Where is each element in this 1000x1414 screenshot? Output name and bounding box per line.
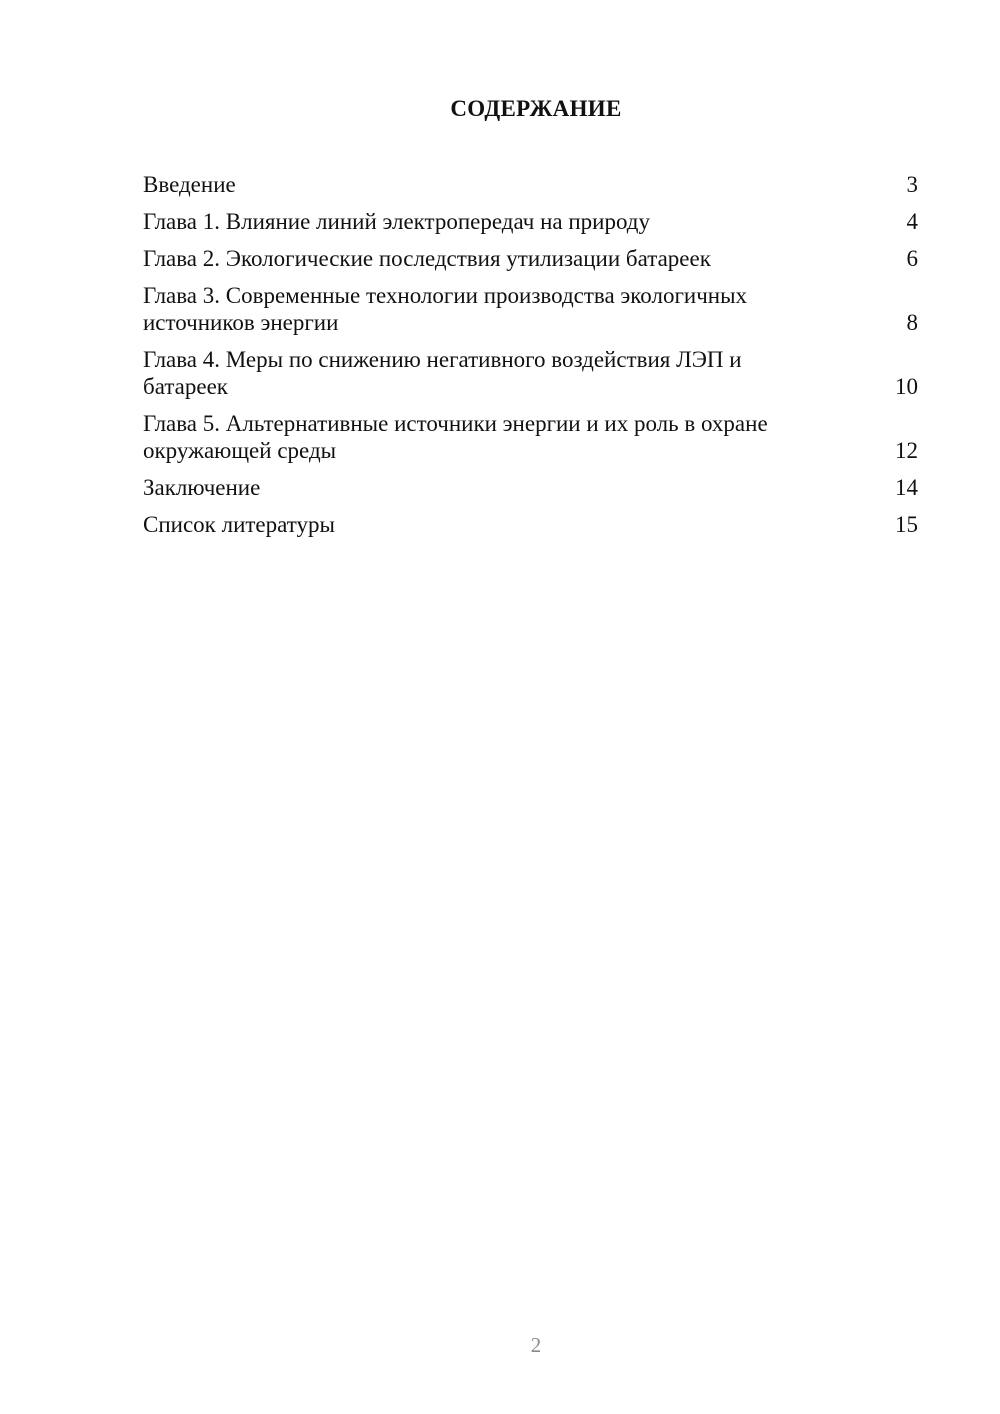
toc-entry <box>143 410 918 464</box>
table-of-contents <box>143 171 918 548</box>
toc-entry <box>143 245 918 272</box>
toc-entry-title: Введение <box>143 172 236 197</box>
toc-entry-page: 8 <box>906 310 918 335</box>
toc-heading: СОДЕРЖАНИЕ <box>450 96 622 121</box>
toc-entry-page: 14 <box>895 475 918 500</box>
toc-entry-title: Глава 2. Экологические последствия утилизации батареек <box>143 246 711 271</box>
toc-entry-page: 4 <box>906 209 918 234</box>
toc-entry-page: 15 <box>895 512 918 537</box>
toc-entry-title: Глава 5. Альтернативные источники энергии и их роль в охране окружающей среды <box>143 411 768 463</box>
toc-entry <box>143 282 918 336</box>
toc-entry <box>143 171 918 198</box>
toc-entry-page: 6 <box>906 246 918 271</box>
toc-entry-title: Глава 4. Меры по снижению негативного воздействия ЛЭП и батареек <box>143 347 742 399</box>
toc-entry-page: 3 <box>906 172 918 197</box>
toc-entry-title: Заключение <box>143 475 261 500</box>
page-number: 2 <box>530 1333 542 1357</box>
toc-entry-page: 12 <box>895 438 918 463</box>
toc-entry-title: Глава 1. Влияние линий электропередач на природу <box>143 209 651 234</box>
toc-entry-title: Список литературы <box>143 512 335 537</box>
toc-entry-title: Глава 3. Современные технологии производства экологичных источников энергии <box>143 283 748 335</box>
toc-entry <box>143 474 918 501</box>
toc-entry-page: 10 <box>895 374 918 399</box>
toc-entry <box>143 346 918 400</box>
toc-entry <box>143 208 918 235</box>
toc-entry <box>143 511 918 538</box>
